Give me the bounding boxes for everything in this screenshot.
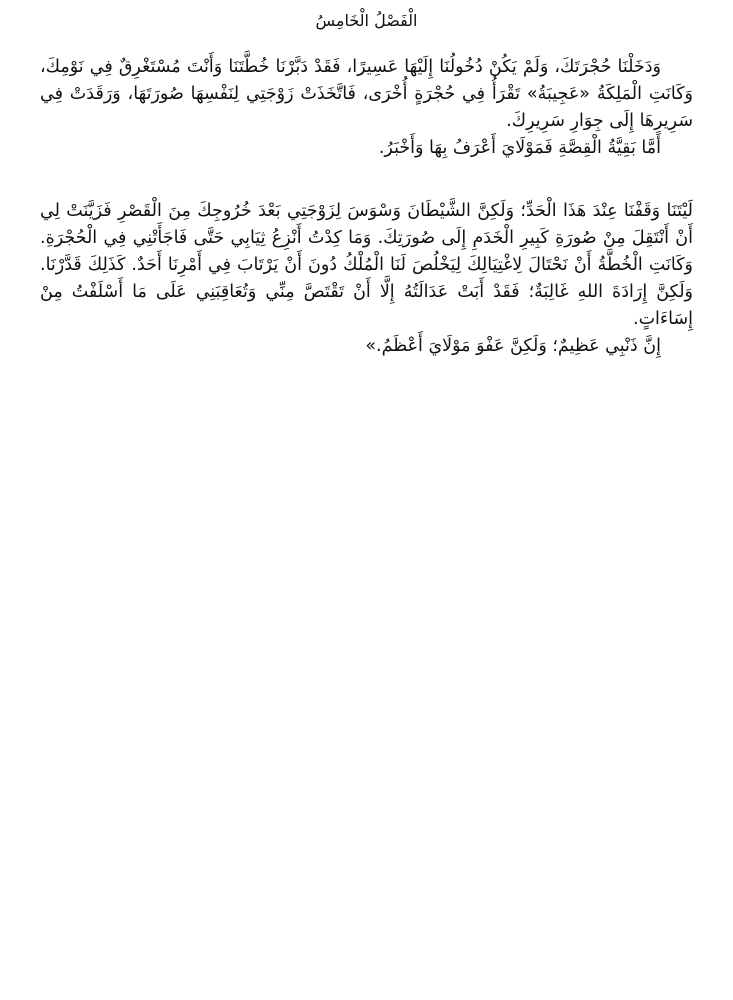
paragraph-2: أَمَّا بَقِيَّةُ الْقِصَّةِ فَمَوْلَايَ أَعْرَفُ بِهَا وَأَخْبَرُ. — [378, 138, 661, 158]
paragraph-1: وَدَخَلْنَا حُجْرَتَكَ، وَلَمْ يَكُنْ دُخُولُنَا إِلَيْهَا عَسِيرًا، فَقَدْ دَبَّرْنَا خُطَّتَنَا وَأَنْتَ مُسْتَغْرِقٌ فِي نَوْمِكَ، وَكَانَتِ الْمَلِكَةُ «عَجِيبَةُ» تَقْرَأُ فِي حُجْرَةٍ أُخْرَى، فَاتَّخَذَتْ زَوْجَتِي لِنَفْسِهَا صُورَتَهَا، وَرَقَدَتْ فِي سَرِيرِهَا إِلَى جِوَارِ سَرِيرِكَ. — [40, 57, 693, 131]
paragraph-3: لَيْتَنَا وَقَفْنَا عِنْدَ هَذَا الْحَدِّ؛ وَلَكِنَّ الشَّيْطَانَ وَسْوَسَ لِزَوْجَتِي بَعْدَ خُرُوجِكَ مِنَ الْقَصْرِ فَزَيَّنَتْ لِي أَنْ أَنْتَقِلَ مِنْ صُورَةِ كَبِيرِ الْخَدَمِ إِلَى صُورَتِكَ. وَمَا كِدْتُ أَنْزِعُ ثِيَابِي حَتَّى فَاجَأَتْنِي فِي الْحُجْرَةِ. وَكَانَتِ الْخُطَّةُ أَنْ نَحْتَالَ لِاغْتِيَالِكَ لِيَخْلُصَ لَنَا الْمُلْكُ دُونَ أَنْ يَرْتَابَ فِي أَمْرِنَا أَحَدٌ. كَذَلِكَ قَدَّرْنَا. وَلَكِنَّ إِرَادَةَ اللهِ غَالِبَةٌ؛ فَقَدْ أَبَتْ عَدَالَتُهُ إِلَّا أَنْ تَقْتَصَّ مِنِّي وَتُعَاقِبَنِي عَلَى مَا أَسْلَفْتُ مِنْ إِسَاءَاتٍ. — [40, 201, 693, 329]
paragraph-4: إِنَّ ذَنْبِي عَظِيمٌ؛ وَلَكِنَّ عَفْوَ مَوْلَايَ أَعْظَمُ.» — [365, 336, 661, 356]
paragraph-gap — [40, 162, 693, 198]
chapter-title: الْفَصْلُ الْخَامِسُ — [315, 11, 418, 30]
